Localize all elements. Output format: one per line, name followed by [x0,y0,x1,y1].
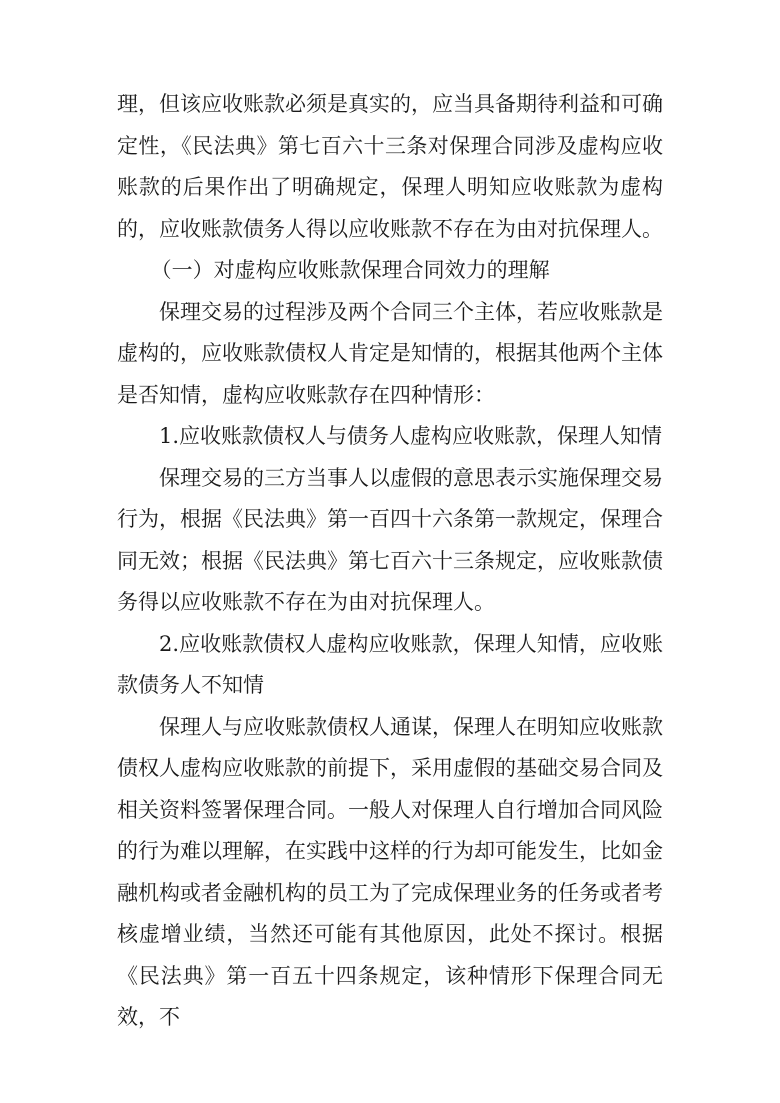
case-heading-1: 1.应收账款债权人与债务人虚构应收账款，保理人知情 [159,424,663,448]
paragraph-case-2: 保理人与应收账款债权人通谋，保理人在明知应收账款债权人虚构应收账款的前提下，采用虚假的基础交易合同及相关资料签署保理合同。一般人对保理人自行增加合同风险的行为难以理解，在实践中这样的行为却可能发生，比如金融机构或者金融机构的员工为了完成保理业务的任务或者考核虚增业绩，当然还可能有其他原因，此处不探讨。根据《民法典》第一百五十四条规定，该种情形下保理合同无效，不 [117,714,663,1029]
section-heading-1: （一）对虚构应收账款保理合同效力的理解 [150,258,550,282]
paragraph-case-1: 保理交易的三方当事人以虚假的意思表示实施保理交易行为，根据《民法典》第一百四十六条第一款规定，保理合同无效；根据《民法典》第七百六十三条规定，应收账款债务得以应收账款不存在为由对抗保理人。 [117,465,663,614]
case-heading-2: 2.应收账款债权人虚构应收账款，保理人知情，应收账款债务人不知情 [117,631,663,697]
paragraph-intro: 保理交易的过程涉及两个合同三个主体，若应收账款是虚构的，应收账款债权人肯定是知情的，根据其他两个主体是否知情，虚构应收账款存在四种情形： [117,299,663,407]
document-body [117,84,663,1039]
paragraph-continuation: 理，但该应收账款必须是真实的，应当具备期待利益和可确定性，《民法典》第七百六十三条对保理合同涉及虚构应收账款的后果作出了明确规定，保理人明知应收账款为虚构的，应收账款债务人得以应收账款不存在为由对抗保理人。 [117,92,663,241]
